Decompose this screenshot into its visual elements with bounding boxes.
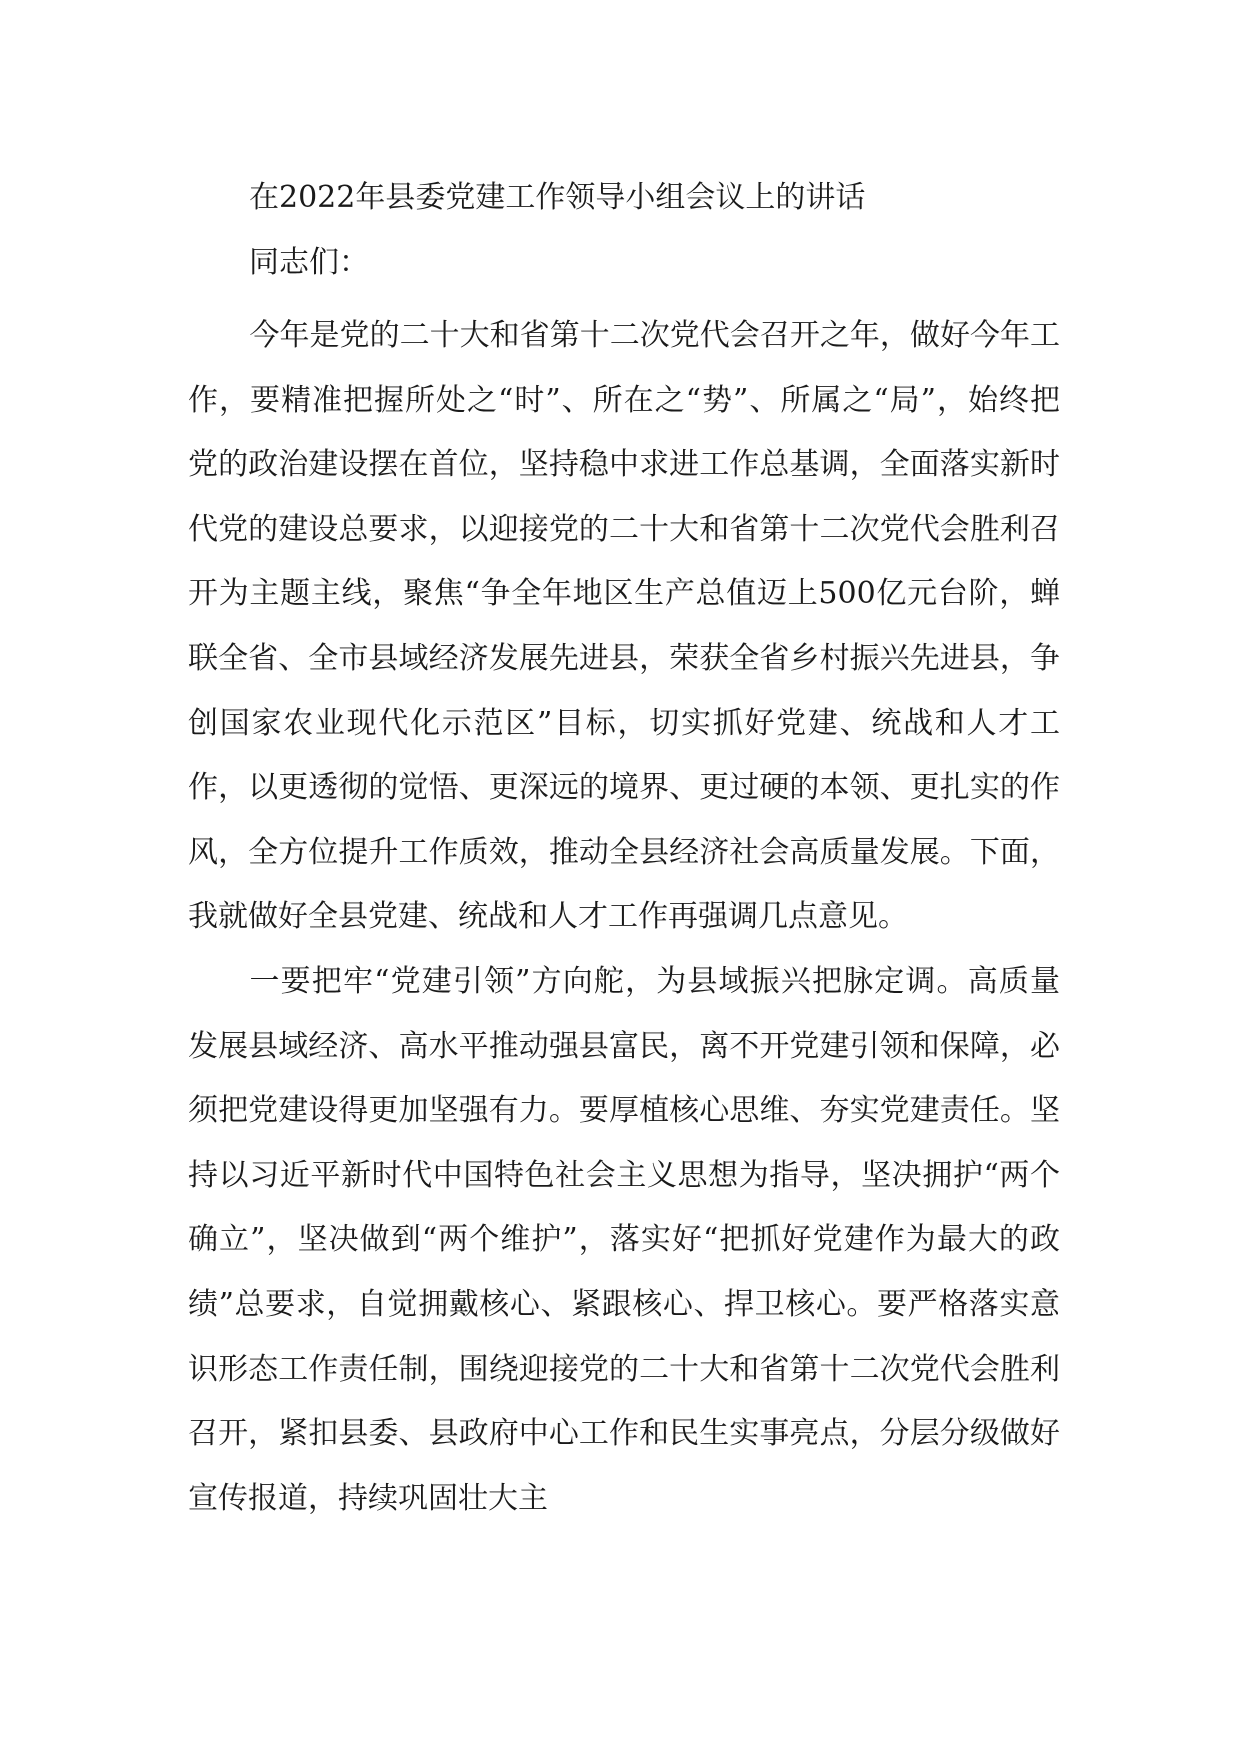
document-title: 在2022年县委党建工作领导小组会议上的讲话 [249,180,866,215]
document-body [188,175,1060,1531]
paragraph-party-building: 一要把牢“党建引领”方向舵，为县域振兴把脉定调。高质量发展县域经济、高水平推动强县富民，离不开党建引领和保障，必须把党建设得更加坚强有力。要厚植核心思维、夯实党建责任。坚持以习近平新时代中国特色社会主义思想为指导，坚决拥护“两个确立”，坚决做到“两个维护”，落实好“把抓好党建作为最大的政绩”总要求，自觉拥戴核心、紧跟核心、捍卫核心。要严格落实意识形态工作责任制，围绕迎接党的二十大和省第十二次党代会胜利召开，紧扣县委、县政府中心工作和民生实事亮点，分层分级做好宣传报道，持续巩固壮大主 [188,963,1060,1516]
paragraph-opening: 今年是党的二十大和省第十二次党代会召开之年，做好今年工作，要精准把握所处之“时”、所在之“势”、所属之“局”，始终把党的政治建设摆在首位，坚持稳中求进工作总基调，全面落实新时代党的建设总要求，以迎接党的二十大和省第十二次党代会胜利召开为主题主线，聚焦“争全年地区生产总值迈上500亿元台阶，蝉联全省、全市县域经济发展先进县，荣获全省乡村振兴先进县，争创国家农业现代化示范区”目标，切实抓好党建、统战和人才工作，以更透彻的觉悟、更深远的境界、更过硬的本领、更扎实的作风，全方位提升工作质效，推动全县经济社会高质量发展。下面，我就做好全县党建、统战和人才工作再强调几点意见。 [188,318,1060,935]
salutation: 同志们： [249,245,369,280]
